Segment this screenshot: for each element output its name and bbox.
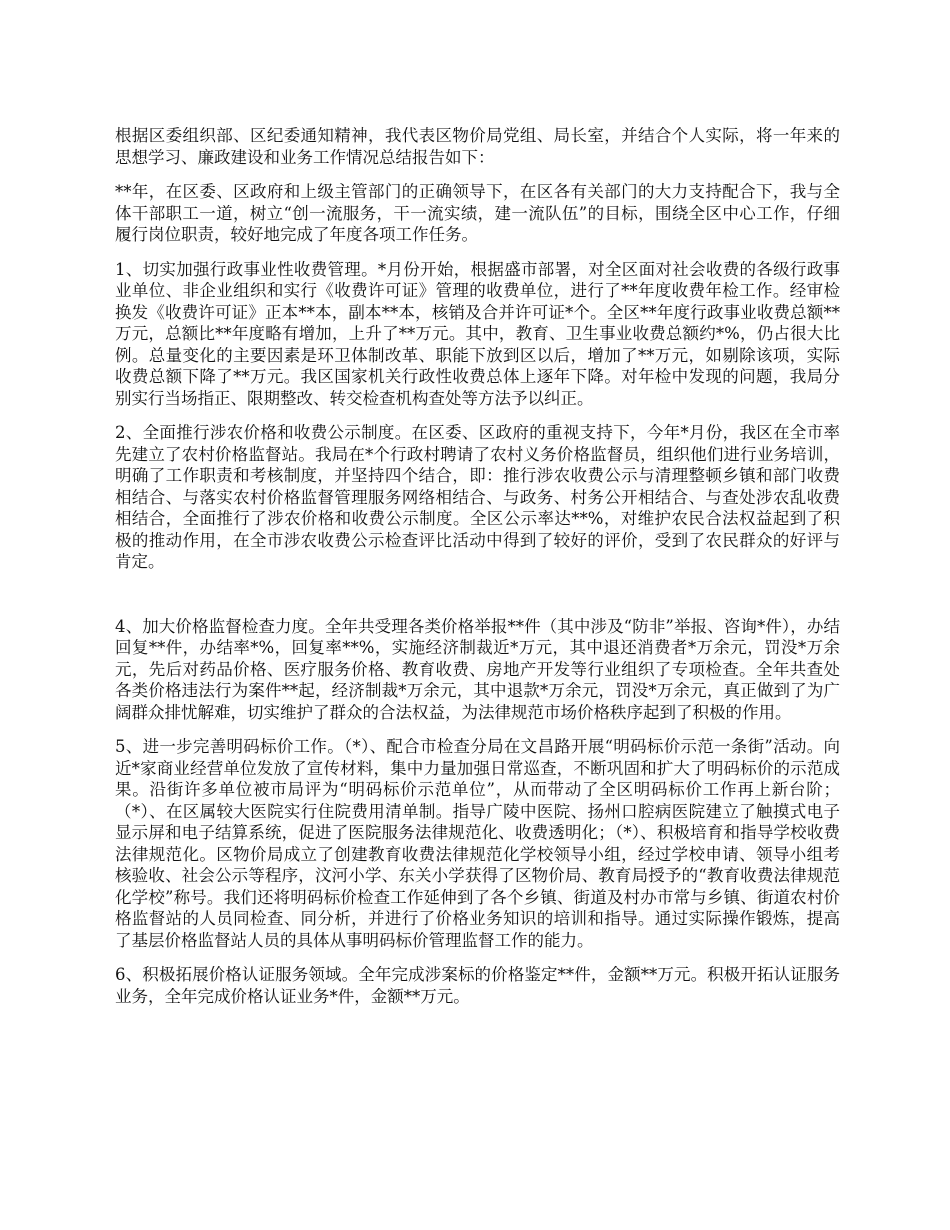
paragraph-intro: 根据区委组织部、区纪委通知精神，我代表区物价局党组、局长室，并结合个人实际，将一年来的思想学习、廉政建设和业务工作情况总结报告如下： xyxy=(115,126,840,167)
paragraph-item-1: 1、切实加强行政事业性收费管理。*月份开始，根据盛市部署，对全区面对社会收费的各级行政事业单位、非企业组织和实行《收费许可证》管理的收费单位，进行了**年度收费年检工作。经审检换发《收费许可证》正本**本，副本**本，核销及合并许可证*个。全区**年度行政事业收费总额**万元，总额比**年度略有增加，上升了**万元。其中，教育、卫生事业收费总额约*%，仍占很大比例。总量变化的主要因素是环卫体制改革、职能下放到区以后，增加了**万元，如剔除该项，实际收费总额下降了**万元。我区国家机关行政性收费总体上逐年下降。对年检中发现的问题，我局分别实行当场指正、限期整改、转交检查机构查处等方法予以纠正。 xyxy=(115,259,840,408)
paragraph-item-5: 5、进一步完善明码标价工作。（*）、配合市检查分局在文昌路开展“明码标价示范一条街”活动。向近*家商业经营单位发放了宣传材料，集中力量加强日常巡查，不断巩固和扩大了明码标价的示范成果。沿街许多单位被市局评为“明码标价示范单位”，从而带动了全区明码标价工作再上新台阶；（*）、在区属较大医院实行住院费用清单制。指导广陵中医院、扬州口腔病医院建立了触摸式电子显示屏和电子结算系统，促进了医院服务法律规范化、收费透明化；（*）、积极培育和指导学校收费法律规范化。区物价局成立了创建教育收费法律规范化学校领导小组，经过学校申请、领导小组考核验收、社会公示等程序，汶河小学、东关小学获得了区物价局、教育局授予的“教育收费法律规范化学校”称号。我们还将明码标价检查工作延伸到了各个乡镇、街道及村办市常与乡镇、街道农村价格监督站的人员同检查、同分析，并进行了价格业务知识的培训和指导。通过实际操作锻炼，提高了基层价格监督站人员的具体从事明码标价管理监督工作的能力。 xyxy=(115,737,840,950)
paragraph-item-4: 4、加大价格监督检查力度。全年共受理各类价格举报**件（其中涉及“防非”举报、咨询*件），办结回复**件，办结率*%，回复率**%，实施经济制裁近*万元，其中退还消费者*万余元，罚没*万余元，先后对药品价格、医疗服务价格、教育收费、房地产开发等行业组织了专项检查。全年共查处各类价格违法行为案件**起，经济制裁*万余元，其中退款*万余元，罚没*万余元，真正做到了为广阔群众排忧解难，切实维护了群众的合法权益，为法律规范市场价格秩序起到了积极的作用。 xyxy=(115,616,840,722)
document-body xyxy=(115,125,840,1020)
paragraph-overview: **年，在区委、区政府和上级主管部门的正确领导下，在区各有关部门的大力支持配合下，我与全体干部职工一道，树立“创一流服务，干一流实绩，建一流队伍”的目标，围绕全区中心工作，仔细履行岗位职责，较好地完成了年度各项工作任务。 xyxy=(115,182,840,244)
paragraph-item-6: 6、积极拓展价格认证服务领域。全年完成涉案标的价格鉴定**件，金额**万元。积极开拓认证服务业务，全年完成价格认证业务*件，金额**万元。 xyxy=(115,965,840,1006)
paragraph-item-2: 2、全面推行涉农价格和收费公示制度。在区委、区政府的重视支持下，今年*月份，我区在全市率先建立了农村价格监督站。我局在*个行政村聘请了农村义务价格监督员，组织他们进行业务培训，明确了工作职责和考核制度，并坚持四个结合，即：推行涉农收费公示与清理整顿乡镇和部门收费相结合、与落实农村价格监督管理服务网络相结合、与政务、村务公开相结合、与查处涉农乱收费相结合，全面推行了涉农价格和收费公示制度。全区公示率达**%，对维护农民合法权益起到了积极的推动作用，在全市涉农收费公示检查评比活动中得到了较好的评价，受到了农民群众的好评与肯定。 xyxy=(115,423,840,571)
